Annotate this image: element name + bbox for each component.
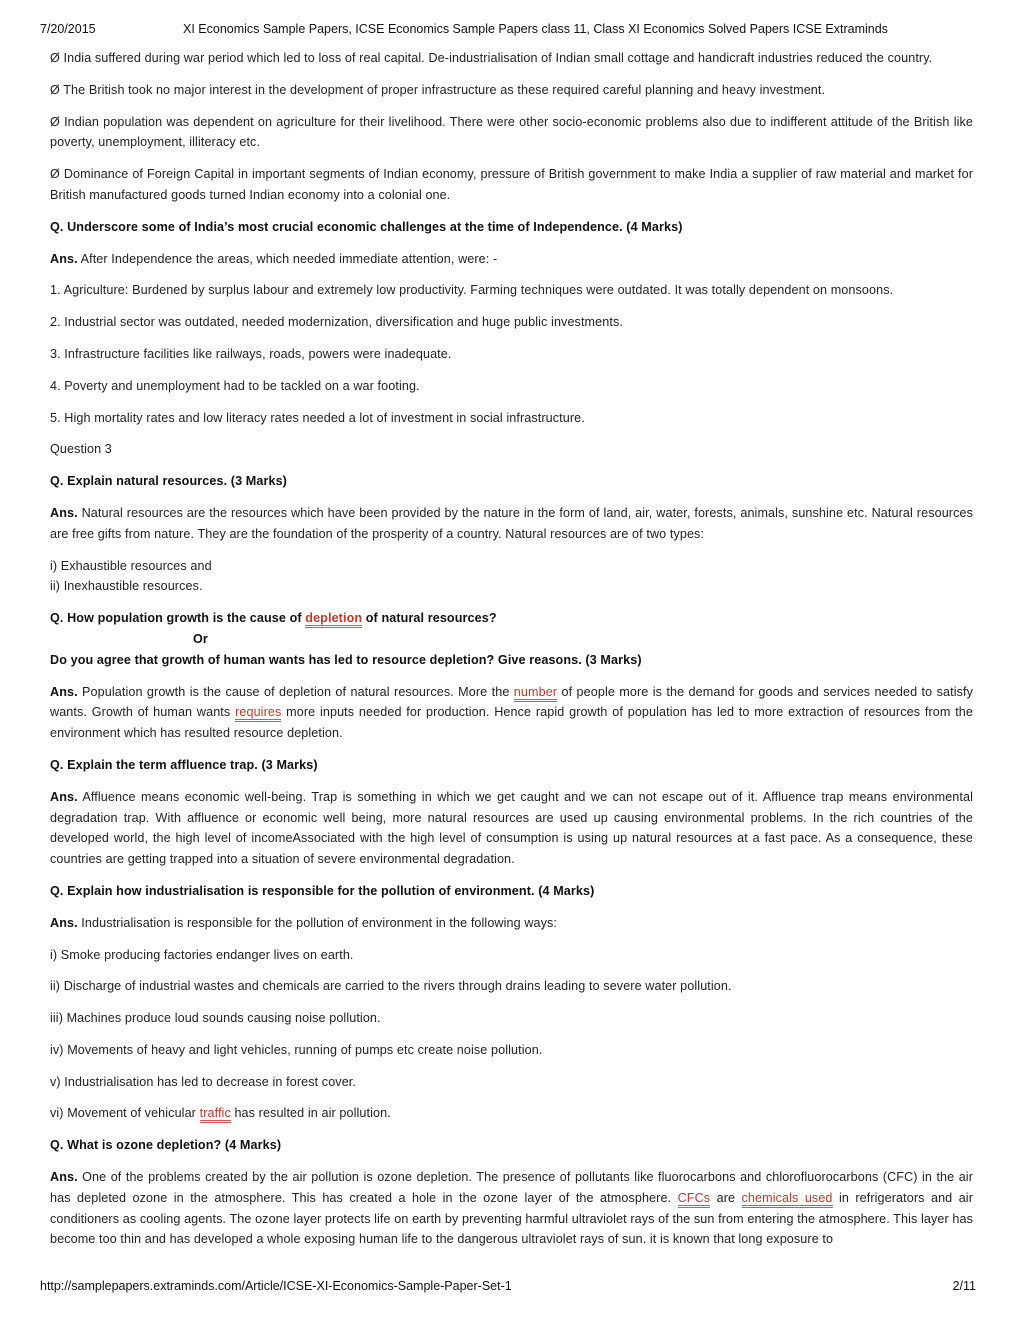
bullet-point: Ø Dominance of Foreign Capital in important segments of Indian economy, pressure of British government to make India a supplier of raw material and market for British manufactured goods turned Indian economy into a colonial one.	[50, 167, 973, 202]
link-cfcs[interactable]: CFCs	[678, 1191, 711, 1208]
or-separator: Or	[193, 631, 208, 646]
answer	[50, 787, 973, 870]
source-url: http://samplepapers.extraminds.com/Article/ICSE-XI-Economics-Sample-Paper-Set-1	[40, 1279, 512, 1293]
list-text: has resulted in air pollution.	[230, 1106, 391, 1121]
question-heading: Q. Explain the term affluence trap. (3 Marks)	[50, 757, 318, 772]
answer	[50, 1167, 973, 1250]
answer-label: Ans.	[50, 915, 78, 930]
answer-text: Natural resources are the resources which have been provided by the nature in the form of land, air, water, forests, animals, sunshine etc. Natural resources are free gifts from nature. They are the foundation of the prosperity of a country. Natural resources are of two types:	[50, 505, 973, 541]
answer	[50, 682, 973, 744]
answer-label: Ans.	[50, 505, 78, 520]
question-heading-alt: Do you agree that growth of human wants has led to resource depletion? Give reasons. (3 Marks)	[50, 652, 642, 667]
question-heading: Q. What is ozone depletion? (4 Marks)	[50, 1138, 282, 1153]
answer	[50, 503, 973, 545]
list-item: ii) Discharge of industrial wastes and chemicals are carried to the rivers through drains leading to severe water pollution.	[50, 979, 732, 994]
answer-text: Affluence means economic well-being. Trap is something in which we get caught and we can not escape out of it. Affluence trap means environmental degradation trap. With affluence or economic well being, more natural resources are used up causing environmental problems. In the rich countries of the developed world, the high level of incomeAssociated with the high level of consumption is using up natural resources at a fast pace. As a consequence, these countries are getting trapped into a situation of severe environmental degradation.	[50, 789, 973, 867]
list-text: vi) Movement of vehicular	[50, 1106, 200, 1121]
answer-text: After Independence the areas, which needed immediate attention, were: -	[77, 251, 498, 266]
article-body	[50, 48, 973, 1261]
list-item: 4. Poverty and unemployment had to be tackled on a war footing.	[50, 378, 420, 393]
bullet-point: Ø India suffered during war period which led to loss of real capital. De-industrialisation of Indian small cottage and handicraft industries reduced the country.	[50, 51, 933, 65]
list-item: v) Industrialisation has led to decrease in forest cover.	[50, 1074, 357, 1089]
answer	[50, 249, 973, 270]
question-text: of natural resources?	[362, 611, 497, 626]
link-number[interactable]: number	[514, 685, 557, 702]
answer-text: are	[710, 1190, 742, 1205]
link-chemicals-used[interactable]: chemicals used	[742, 1191, 833, 1208]
list-item: i) Smoke producing factories endanger lives on earth.	[50, 947, 354, 962]
list-item: iii) Machines produce loud sounds causing noise pollution.	[50, 1011, 381, 1026]
list-item: 1. Agriculture: Burdened by surplus labour and extremely low productivity. Farming techniques were outdated. It was totally dependent on monsoons.	[50, 283, 894, 298]
answer-text: of people more is the demand for goods and services needed to satisfy wants. Growth of human wants	[50, 684, 973, 720]
print-date: 7/20/2015	[40, 22, 96, 36]
answer-text: One of the problems created by the air pollution is ozone depletion. The presence of pollutants like fluorocarbons and chlorofluorocarbons (CFC) in the air has depleted ozone in the atmosphere. This has created a hole in the ozone layer of the atmosphere.	[50, 1170, 973, 1205]
answer-text: in refrigerators and air conditioners as cooling agents. The ozone layer protects life on earth by preventing harmful ultraviolet rays of the sun from entering the atmosphere. This layer has become too thin and has developed a whole exposing human life to the dangerous ultraviolet rays of sun. it is known that long exposure to	[50, 1190, 973, 1247]
link-depletion[interactable]: depletion	[305, 611, 362, 628]
answer-label: Ans.	[50, 684, 78, 699]
link-traffic[interactable]: traffic	[200, 1106, 231, 1123]
question-heading: Q. Explain natural resources. (3 Marks)	[50, 474, 287, 489]
bullet-point: Ø The British took no major interest in the development of proper infrastructure as these required careful planning and heavy investment.	[50, 82, 826, 97]
list-item: 2. Industrial sector was outdated, needed modernization, diversification and huge public investments.	[50, 315, 623, 330]
question-text: Q. How population growth is the cause of	[50, 611, 306, 626]
list-item: 5. High mortality rates and low literacy rates needed a lot of investment in social infrastructure.	[50, 410, 585, 425]
question-heading: Q. Underscore some of India’s most crucial economic challenges at the time of Independence. (4 Marks)	[50, 219, 683, 234]
bullet-point: Ø Indian population was dependent on agriculture for their livelihood. There were other socio-economic problems also due to indifferent attitude of the British like poverty, unemployment, illiteracy etc.	[50, 114, 973, 150]
list-item	[50, 1103, 973, 1124]
question-heading	[50, 608, 973, 650]
page-footer	[40, 1279, 976, 1299]
answer	[50, 913, 973, 934]
list-item: iv) Movements of heavy and light vehicles, running of pumps etc create noise pollution.	[50, 1042, 543, 1057]
list-item: ii) Inexhaustible resources.	[50, 579, 203, 594]
answer-text: more inputs needed for production. Hence rapid growth of population has led to more extraction of resources from the environment which has resulted resource depletion.	[50, 705, 973, 741]
answer-label: Ans.	[50, 1170, 78, 1185]
answer-text: Industrialisation is responsible for the pollution of environment in the following ways:	[77, 915, 558, 930]
link-requires[interactable]: requires	[235, 705, 281, 722]
page-number: 2/11	[952, 1279, 976, 1293]
page-header	[40, 22, 980, 42]
page-title: XI Economics Sample Papers, ICSE Economics Sample Papers class 11, Class XI Economics Solved Papers ICSE Extraminds	[183, 22, 888, 36]
section-label: Question 3	[50, 442, 112, 457]
answer-text: Population growth is the cause of depletion of natural resources. More the	[77, 684, 514, 699]
list-item: i) Exhaustible resources and	[50, 558, 212, 573]
answer-label: Ans.	[50, 789, 78, 804]
answer-label: Ans.	[50, 251, 78, 266]
question-heading: Q. Explain how industrialisation is responsible for the pollution of environment. (4 Marks)	[50, 883, 595, 898]
list-item: 3. Infrastructure facilities like railways, roads, powers were inadequate.	[50, 346, 452, 361]
